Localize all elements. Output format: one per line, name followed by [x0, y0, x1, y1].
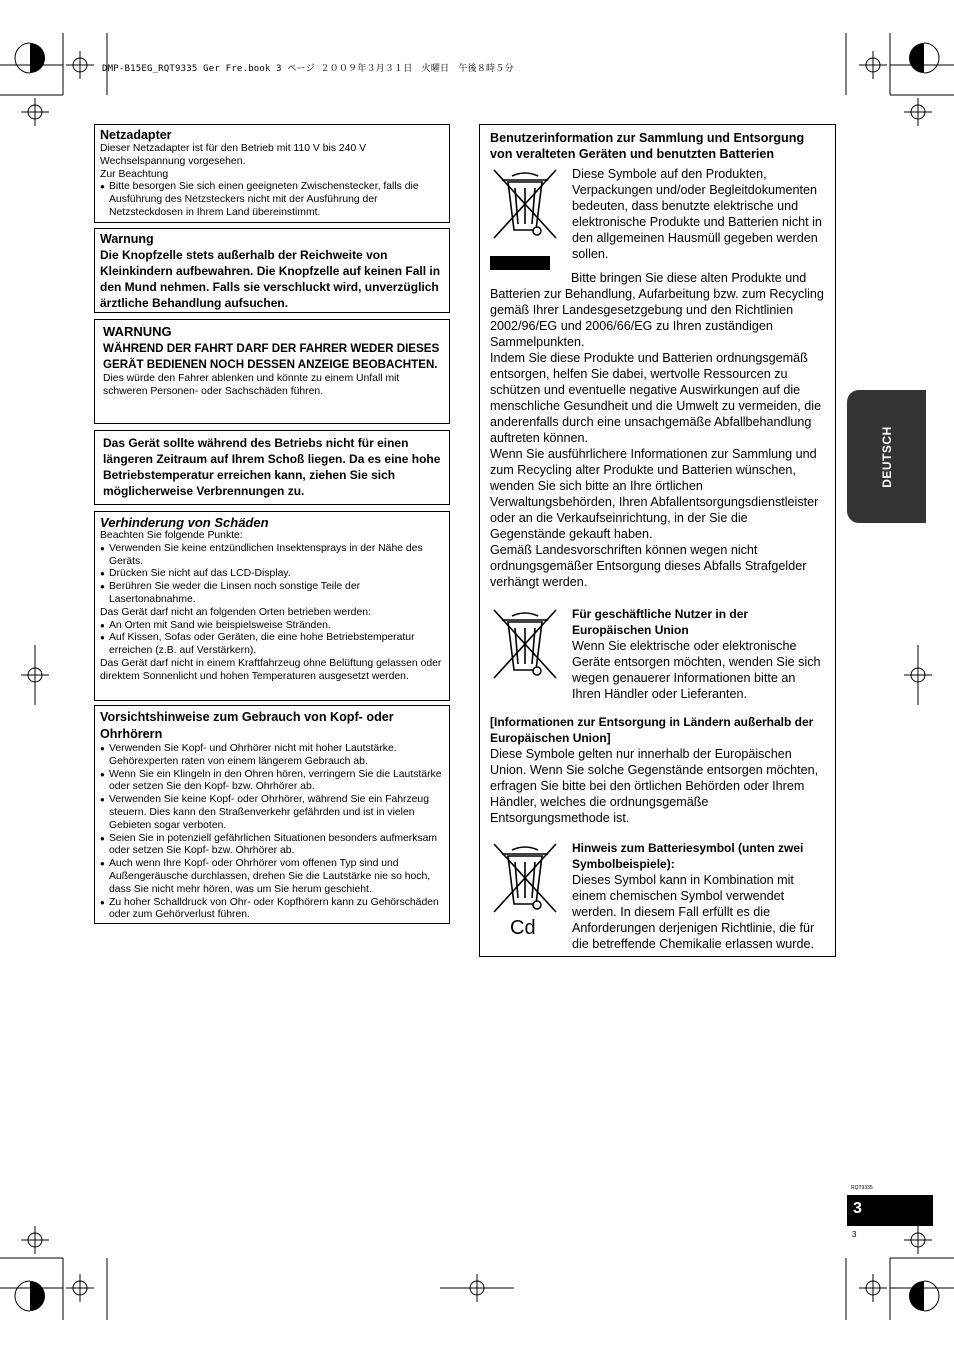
language-tab-label: DEUTSCH — [879, 425, 894, 488]
disposal-p5: Gemäß Landesvorschriften können wegen nicht ordnungsgemäßer Entsorgung dieses Abfalls Strafgelder verhängt werden. — [490, 543, 807, 589]
warnung-driving-box — [94, 319, 450, 424]
headphones-bullet-5: Auch wenn Ihre Kopf- oder Ohrhörer vom offenen Typ sind und Außengeräusche durchlassen, drehen Sie die Lautstärke nie so hoch, dass Sie nicht mehr hören, was um Sie herum geschieht. — [109, 858, 431, 895]
weee-icon-group — [490, 606, 572, 702]
damage-box — [94, 511, 450, 701]
netzadapter-box — [94, 124, 450, 223]
bullet-icon: ● — [100, 569, 105, 579]
damage-title: Verhinderung von Schäden — [100, 515, 269, 530]
disposal-box — [479, 124, 836, 957]
bullet-icon: ● — [100, 543, 105, 553]
page-number-box — [847, 1195, 933, 1226]
list-item — [100, 543, 444, 569]
hot-notice-text: Das Gerät sollte während des Betriebs nicht für einen längeren Zeitraum auf Ihrem Schoß liegen. Da es eine hohe Betriebstemperatur erreichen kann, ziehen Sie sich möglicherweise Verbrennungen zu. — [103, 436, 441, 498]
page-number-small: 3 — [852, 1230, 857, 1239]
damage-bullet-1: Verwenden Sie keine entzündlichen Insektensprays in der Nähe des Geräts. — [109, 542, 423, 567]
bullet-icon: ● — [100, 897, 105, 907]
list-item — [100, 620, 444, 633]
warnung-text: Die Knopfzelle stets außerhalb der Reichweite von Kleinkindern aufbewahren. Die Knopfzelle auf keinen Fall in den Mund nehmen. Falls sie verschluckt wird, unverzüglich ärztliche Behandlung aufsuchen. — [100, 248, 441, 310]
headphones-box — [94, 705, 450, 924]
weee-row-1 — [490, 166, 825, 270]
crossed-bin-icon — [490, 842, 560, 916]
headphones-bullet-4: Seien Sie in potenziell gefährlichen Situationen besonders aufmerksam oder setzen Sie Kopf- bzw. Ohrhörer ab. — [109, 832, 438, 857]
bullet-icon: ● — [100, 620, 105, 630]
list-item — [100, 181, 444, 219]
bullet-icon: ● — [100, 833, 105, 843]
battery-text: Dieses Symbol kann in Kombination mit einem chemischen Symbol verwendet werden. In diesem Fall erfüllt es die Anforderungen derjenigen Richtlinie, die für die betreffende Chemikalie erlassen wurde. — [572, 873, 815, 951]
list-item — [100, 743, 444, 769]
black-bar-icon — [490, 256, 550, 270]
weee-icon-group — [490, 166, 572, 270]
damage-bullet-4: An Orten mit Sand wie beispielsweise Stränden. — [109, 619, 331, 631]
cd-symbol-label: Cd — [510, 917, 536, 939]
disposal-p3: Indem Sie diese Produkte und Batterien ordnungsgemäß entsorgen, helfen Sie dabei, wertvolle Ressourcen zu schützen und eventuelle negative Auswirkungen auf die menschliche Gesundheit und die Umwelt zu vermeiden, die anderenfalls durch eine unsachgemäße Abfallbehandlung auftreten können. — [490, 351, 822, 445]
list-item — [100, 769, 444, 795]
damage-bullet-2: Drücken Sie nicht auf das LCD-Display. — [109, 568, 291, 580]
headphones-bullet-1: Verwenden Sie Kopf- und Ohrhörer nicht mit hoher Lautstärke. Gehörexperten raten von einem längerem Gebrauch ab. — [109, 743, 397, 767]
warnung-driving-bold: WÄHREND DER FAHRT DARF DER FAHRER WEDER DIESES GERÄT BEDIENEN NOCH DESSEN ANZEIGE BEOBACHTEN. — [103, 342, 440, 371]
battery-row — [490, 840, 825, 952]
damage-bullet-3: Berühren Sie weder die Linsen noch sonstige Teile der Lasertonabnahme. — [109, 581, 361, 605]
damage-intro: Beachten Sie folgende Punkte: — [100, 530, 243, 541]
list-item — [100, 581, 444, 607]
netzadapter-line2: Zur Beachtung — [100, 168, 169, 180]
disposal-p2: Bitte bringen Sie diese alten Produkte und Batterien zur Behandlung, Aufarbeitung bzw. zum Recycling gemäß Ihrer Landesgesetzgebung und den Richtlinien 2002/96/EG und 2006/66/EG zu Ihren zuständigen Sammelpunkten. — [490, 271, 824, 349]
netzadapter-line1: Dieser Netzadapter ist für den Betrieb mit 110 V bis 240 V Wechselspannung vorgesehen. — [100, 143, 367, 167]
crossed-bin-icon — [490, 608, 560, 682]
disposal-p1: Diese Symbole auf den Produkten, Verpackungen und/oder Begleitdokumenten bedeuten, dass benutzte elektrische und elektronische Produkte und Batterien nicht in den allgemeinen Hausmüll gegeben werden sollen. — [572, 167, 822, 261]
weee-icon-group — [490, 840, 572, 952]
damage-end: Das Gerät darf nicht in einem Kraftfahrzeug ohne Belüftung gelassen oder direktem Sonnenlicht und hohen Temperaturen ausgesetzt werden. — [100, 657, 442, 682]
warnung-battery-box — [94, 228, 450, 313]
headphones-bullet-2: Wenn Sie ein Klingeln in den Ohren hören, verringern Sie die Lautstärke oder setzen Sie den Kopf- bzw. Ohrhörer ab. — [109, 768, 442, 793]
list-item — [100, 897, 444, 923]
bullet-icon: ● — [100, 744, 105, 753]
list-item — [100, 794, 444, 832]
damage-bullet-5: Auf Kissen, Sofas oder Geräten, die eine hohe Betriebstemperatur erreichen (z.B. auf Verstärkern). — [109, 632, 415, 657]
headphones-bullet-3: Verwenden Sie keine Kopf- oder Ohrhörer, während Sie ein Fahrzeug steuern. Dies kann den Straßenverkehr gefährden und ist in vielen Gebieten sogar verboten. — [109, 794, 429, 831]
disposal-title: Benutzerinformation zur Sammlung und Entsorgung von veralteten Geräten und benutzten Batterien — [490, 131, 805, 161]
damage-mid: Das Gerät darf nicht an folgenden Orten betrieben werden: — [100, 606, 371, 618]
weee-row-2 — [490, 606, 825, 702]
warnung-driving-title: WARNUNG — [103, 324, 172, 339]
bullet-icon: ● — [100, 859, 105, 869]
bullet-icon: ● — [100, 182, 105, 192]
hot-notice-box — [94, 430, 450, 505]
warnung-driving-text: Dies würde den Fahrer ablenken und könnte zu einem Unfall mit schweren Personen- oder Sachschäden führen. — [103, 373, 400, 397]
business-text: Wenn Sie elektrische oder elektronische Geräte entsorgen möchten, wenden Sie sich wegen genauerer Informationen bitte an Ihren Händler oder Lieferanten. — [572, 639, 821, 701]
list-item — [100, 858, 444, 896]
crossed-bin-icon — [490, 168, 560, 242]
print-file-info: DMP-B15EG_RQT9335 Ger Fre.book 3 ページ ２００９年３月３１日 火曜日 午後８時５分 — [102, 64, 514, 74]
business-title: Für geschäftliche Nutzer in der Europäischen Union — [572, 607, 749, 637]
outside-title: [Informationen zur Entsorgung in Ländern außerhalb der Europäischen Union] — [490, 715, 814, 745]
page-number: 3 — [853, 1200, 862, 1217]
list-item — [100, 568, 444, 581]
netzadapter-bullet: Bitte besorgen Sie sich einen geeigneten Zwischenstecker, falls die Ausführung des Netzsteckers nicht mit der Ausführung der Netzsteckdosen in Ihrem Land übereinstimmt. — [109, 181, 419, 218]
battery-title: Hinweis zum Batteriesymbol (unten zwei Symbolbeispiele): — [572, 841, 804, 871]
headphones-title: Vorsichtshinweise zum Gebrauch von Kopf- oder Ohrhörern — [100, 710, 394, 741]
disposal-p4: Wenn Sie ausführlichere Informationen zur Sammlung und zum Recycling alter Produkte und Batterien wünschen, wenden Sie sich bitte an Ihre örtlichen Verwaltungsbehörden, Ihren Abfallentsorgungsdienstleister oder an die Verkaufseinrichtung, in der Sie die Gegenstände gekauft haben. — [490, 447, 819, 541]
netzadapter-title: Netzadapter — [100, 128, 172, 142]
bullet-icon: ● — [100, 795, 105, 805]
warnung-title: Warnung — [100, 232, 154, 246]
language-tab — [847, 390, 926, 523]
bullet-icon: ● — [100, 582, 105, 592]
bullet-icon: ● — [100, 769, 105, 779]
model-code: RQT9335 — [851, 1185, 873, 1191]
outside-text: Diese Symbole gelten nur innerhalb der Europäischen Union. Wenn Sie solche Gegenstände entsorgen möchten, erfragen Sie bitte bei den örtlichen Behörden oder Ihrem Händler, welches die ordnungsgemäße Entsorgungsmethode ist. — [490, 747, 819, 825]
list-item — [100, 833, 444, 859]
headphones-bullet-6: Zu hoher Schalldruck von Ohr- oder Kopfhörern kann zu Gehörschäden oder zum Gehörverlust führen. — [109, 896, 439, 921]
bullet-icon: ● — [100, 633, 105, 643]
list-item — [100, 632, 444, 658]
